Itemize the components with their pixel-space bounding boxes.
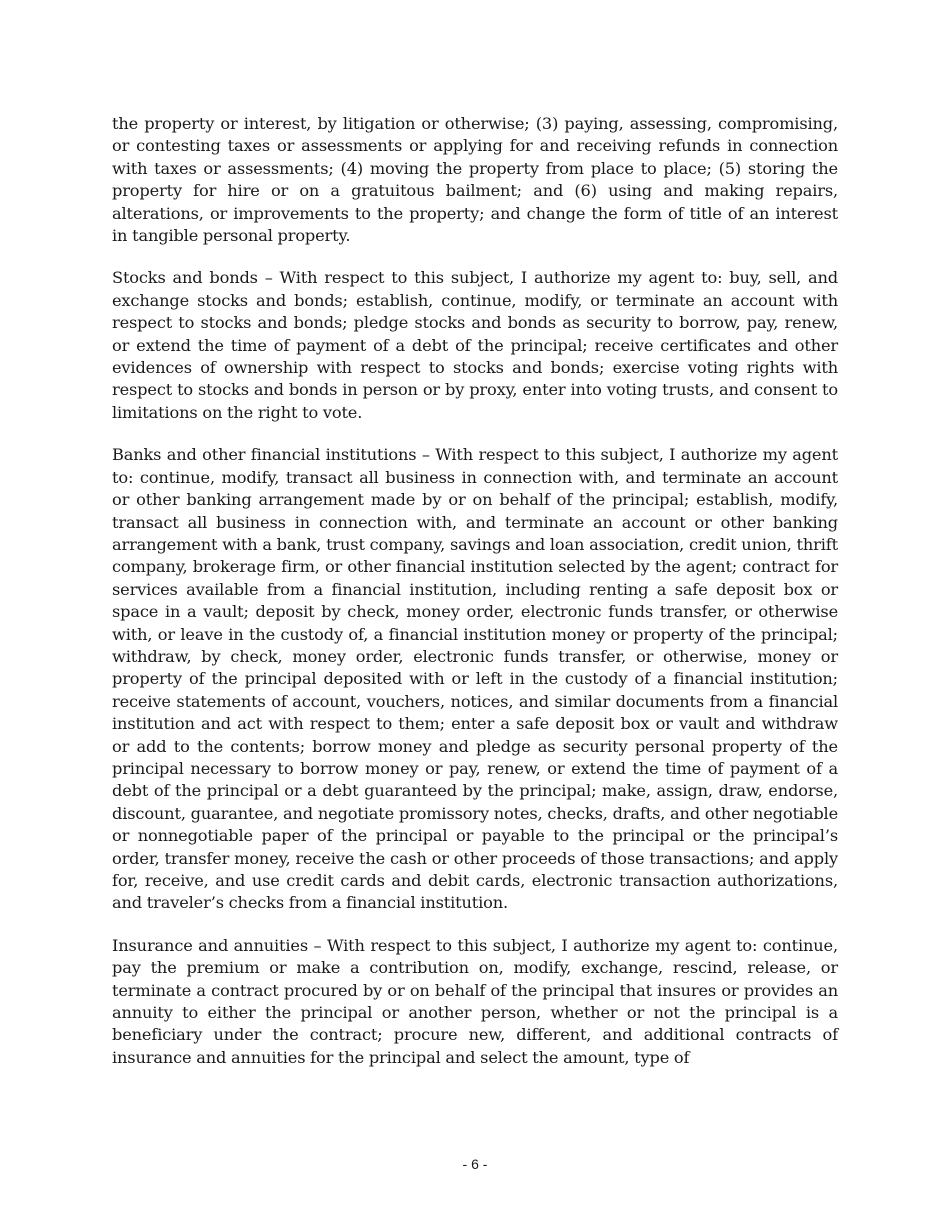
paragraph-insurance-annuities: Insurance and annuities – With respect to this subject, I authorize my agent to: continue, pay the premium or make a contribution on, modify, exchange, rescind, release, or terminate a contract procured by or on behalf of the principal that insures or provides an annuity to either the principal or another person, whether or not the principal is a beneficiary under the contract; procure new, different, and additional contracts of insurance and annuities for the principal and select the amount, type of [112,935,838,1067]
paragraph-banks-financial-institutions: Banks and other financial institutions – With respect to this subject, I authorize my agent to: continue, modify, transact all business in connection with, and terminate an account or other banking arrangement made by or on behalf of the principal; establish, modify, transact all business in connection with, and terminate an account or other banking arrangement with a bank, trust company, savings and loan association, credit union, thrift company, brokerage firm, or other financial institution selected by the agent; contract for services available from a financial institution, including renting a safe deposit box or space in a vault; deposit by check, money order, electronic funds transfer, or otherwise with, or leave in the custody of, a financial institution money or property of the principal; withdraw, by check, money order, electronic funds transfer, or otherwise, money or property of the principal deposited with or left in the custody of a financial institution; receive statements of account, vouchers, notices, and similar documents from a financial institution and act with respect to them; enter a safe deposit box or vault and withdraw or add to the contents; borrow money and pledge as security personal property of the principal necessary to borrow money or pay, renew, or extend the time of payment of a debt of the principal or a debt guaranteed by the principal; make, assign, draw, endorse, discount, guarantee, and negotiate promissory notes, checks, drafts, and other negotiable or nonnegotiable paper of the principal or payable to the principal or the principal’s order, transfer money, receive the cash or other proceeds of those transactions; and apply for, receive, and use credit cards and debit cards, electronic transaction authorizations, and traveler’s checks from a financial institution. [112,445,838,913]
paragraph-stocks-and-bonds: Stocks and bonds – With respect to this subject, I authorize my agent to: buy, sell, and exchange stocks and bonds; establish, continue, modify, or terminate an account with respect to stocks and bonds; pledge stocks and bonds as security to borrow, pay, renew, or extend the time of payment of a debt of the principal; receive certificates and other evidences of ownership with respect to stocks and bonds; exercise voting rights with respect to stocks and bonds in person or by proxy, enter into voting trusts, and consent to limitations on the right to vote. [112,268,838,422]
page-number: - 6 - [462,1156,488,1172]
paragraph-tangible-property: the property or interest, by litigation or otherwise; (3) paying, assessing, compromising, or contesting taxes or assessments or applying for and receiving refunds in connection with taxes or assessments; (4) moving the property from place to place; (5) storing the property for hire or on a gratuitous bailment; and (6) using and making repairs, alterations, or improvements to the property; and change the form of title of an interest in tangible personal property. [112,114,838,246]
document-body [112,113,838,1089]
